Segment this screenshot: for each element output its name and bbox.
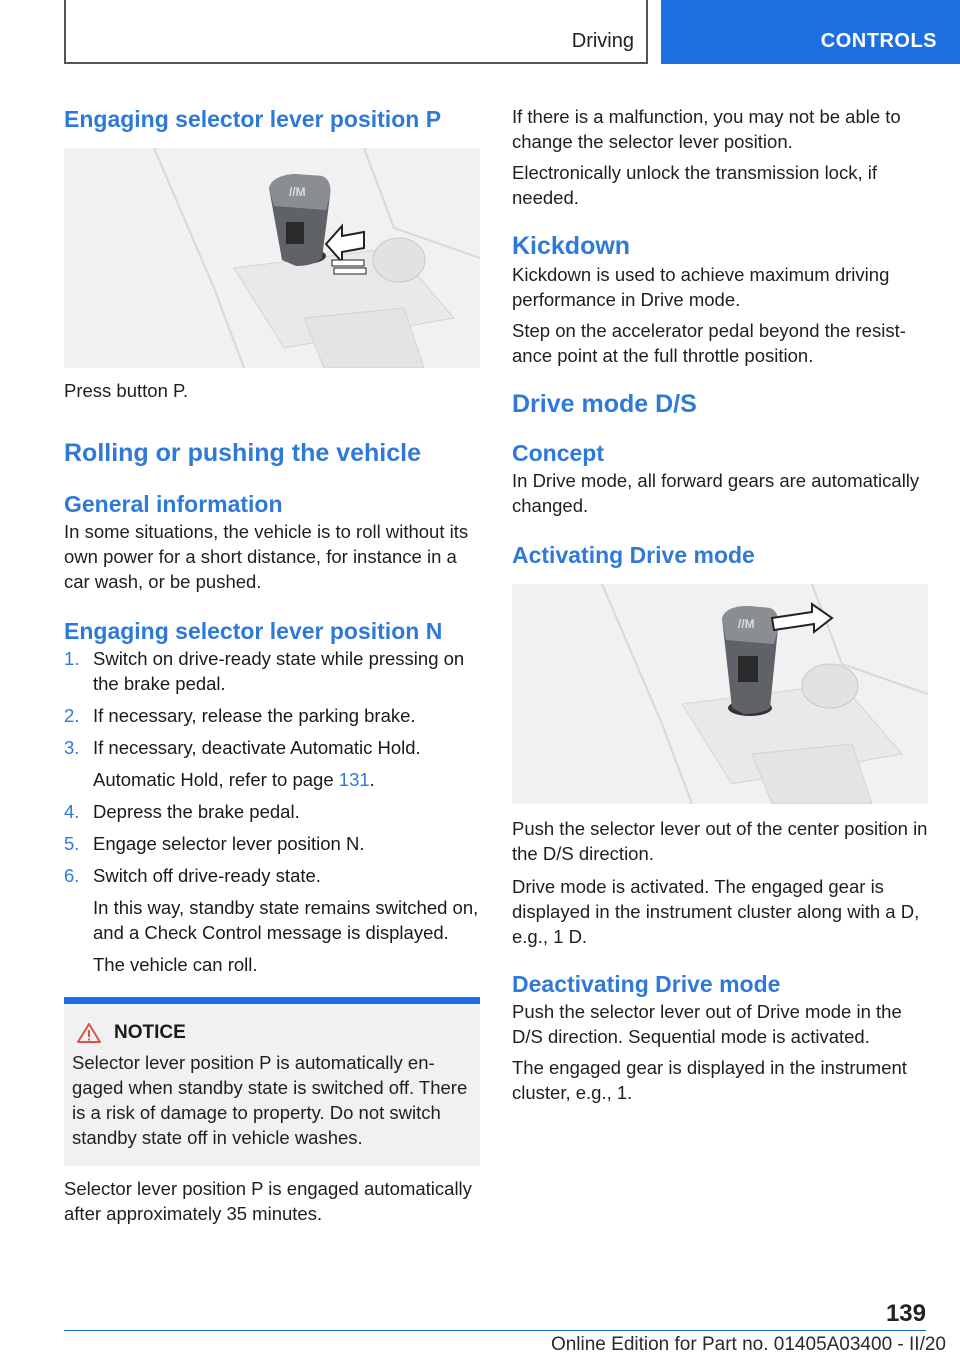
- step-note: The vehicle can roll.: [93, 954, 258, 975]
- step-number: 6.: [64, 865, 80, 886]
- step-number: 2.: [64, 705, 80, 726]
- step-number: 1.: [64, 648, 80, 669]
- page-number: 139: [885, 1300, 926, 1327]
- header-chapter-tab: [661, 0, 960, 64]
- footer-edition: Online Edition for Part no. 01405A03400 - II/20: [550, 1334, 946, 1355]
- heading-engage-p: Engaging selector lever position P: [64, 106, 442, 132]
- notice-box: [64, 997, 480, 1166]
- heading-kickdown: Kickdown: [512, 232, 631, 260]
- heading-rolling: Rolling or pushing the vehicle: [64, 439, 421, 467]
- step-reference: [93, 767, 480, 792]
- header-section-box: [64, 0, 648, 64]
- left-column: [64, 100, 480, 1226]
- kickdown-text: Kickdown is used to achieve maximum driving performance in Drive mode.: [512, 264, 890, 310]
- step-item: [64, 799, 480, 824]
- heading-deactivating-drive-mode: Deactivating Drive mode: [512, 971, 781, 997]
- step-text: Switch off drive-ready state.: [93, 865, 321, 886]
- footer-divider: [64, 1330, 926, 1331]
- step-item: [64, 831, 480, 856]
- auto-p-text: Selector lever position P is engaged automatically after approximately 35 minutes.: [64, 1178, 472, 1224]
- press-button-p-text: Press button P.: [64, 380, 189, 401]
- push-lever-text: Push the selector lever out of the center position in the D/S direction.: [512, 818, 928, 864]
- deactivate-text: Push the selector lever out of Drive mode in the D/S direction. Sequential mode is activated.: [512, 1001, 902, 1047]
- step-item: [64, 863, 480, 977]
- notice-header: [72, 1022, 472, 1044]
- step-text: Depress the brake pedal.: [93, 801, 300, 822]
- page-link-131[interactable]: 131: [338, 769, 370, 790]
- step-item: [64, 735, 480, 792]
- step-reference-text: Automatic Hold, refer to page: [93, 769, 339, 790]
- step-number: 4.: [64, 801, 80, 822]
- concept-text: In Drive mode, all forward gears are automatically changed.: [512, 470, 920, 516]
- step-item: [64, 646, 480, 696]
- heading-drive-mode: Drive mode D/S: [512, 390, 697, 418]
- step-item: [64, 703, 480, 728]
- heading-engage-n: Engaging selector lever position N: [64, 618, 443, 644]
- selector-lever-p-drawing: [64, 148, 480, 368]
- selector-lever-ds-drawing: [512, 584, 928, 804]
- notice-text: Selector lever position P is automatically engaged when standby state is switched off. There is a risk of damage to property. Do not switch standby state off in vehicle washes.: [72, 1052, 468, 1148]
- step-text: Engage selector lever position N.: [93, 833, 365, 854]
- heading-activating-drive-mode: Activating Drive mode: [512, 542, 755, 568]
- warning-triangle-icon: [76, 1022, 102, 1044]
- selector-lever-ds-illustration: [512, 584, 928, 804]
- engage-n-steps: [64, 646, 480, 977]
- header-section-label: Driving: [571, 30, 634, 52]
- notice-title: NOTICE: [114, 1022, 186, 1043]
- heading-general-information: General information: [64, 491, 283, 517]
- heading-concept: Concept: [512, 440, 604, 466]
- unlock-text: Electronically unlock the transmission lock, if needed.: [512, 162, 878, 208]
- step-note: In this way, standby state remains switched on, and a Check Control message is displayed.: [93, 897, 479, 943]
- header-chapter-label: CONTROLS: [820, 30, 937, 52]
- svg-text://M: //M: [289, 185, 306, 199]
- step-text: If necessary, deactivate Automatic Hold.: [93, 737, 421, 758]
- malfunction-text: If there is a malfunction, you may not be able to change the selector lever position.: [512, 106, 901, 152]
- step-number: 3.: [64, 737, 80, 758]
- svg-text://M: //M: [738, 617, 755, 631]
- step-reference-end: .: [369, 769, 375, 790]
- step-text: If necessary, release the parking brake.: [93, 705, 416, 726]
- step-number: 5.: [64, 833, 80, 854]
- drive-activated-text: Drive mode is activated. The engaged gear is displayed in the instrument cluster along with a D, e.g., 1 D.: [512, 876, 920, 947]
- kickdown-step-text: Step on the accelerator pedal beyond the resistance point at the full throttle position.: [512, 320, 906, 366]
- right-column: [512, 100, 928, 1105]
- deactivate-gear-text: The engaged gear is displayed in the instrument cluster, e.g., 1.: [512, 1057, 907, 1103]
- general-information-text: In some situations, the vehicle is to roll without its own power for a short distance, for instance in a car wash, or be pushed.: [64, 521, 469, 592]
- selector-lever-p-illustration: [64, 148, 480, 368]
- step-text: Switch on drive-ready state while pressing on the brake pedal.: [93, 648, 465, 694]
